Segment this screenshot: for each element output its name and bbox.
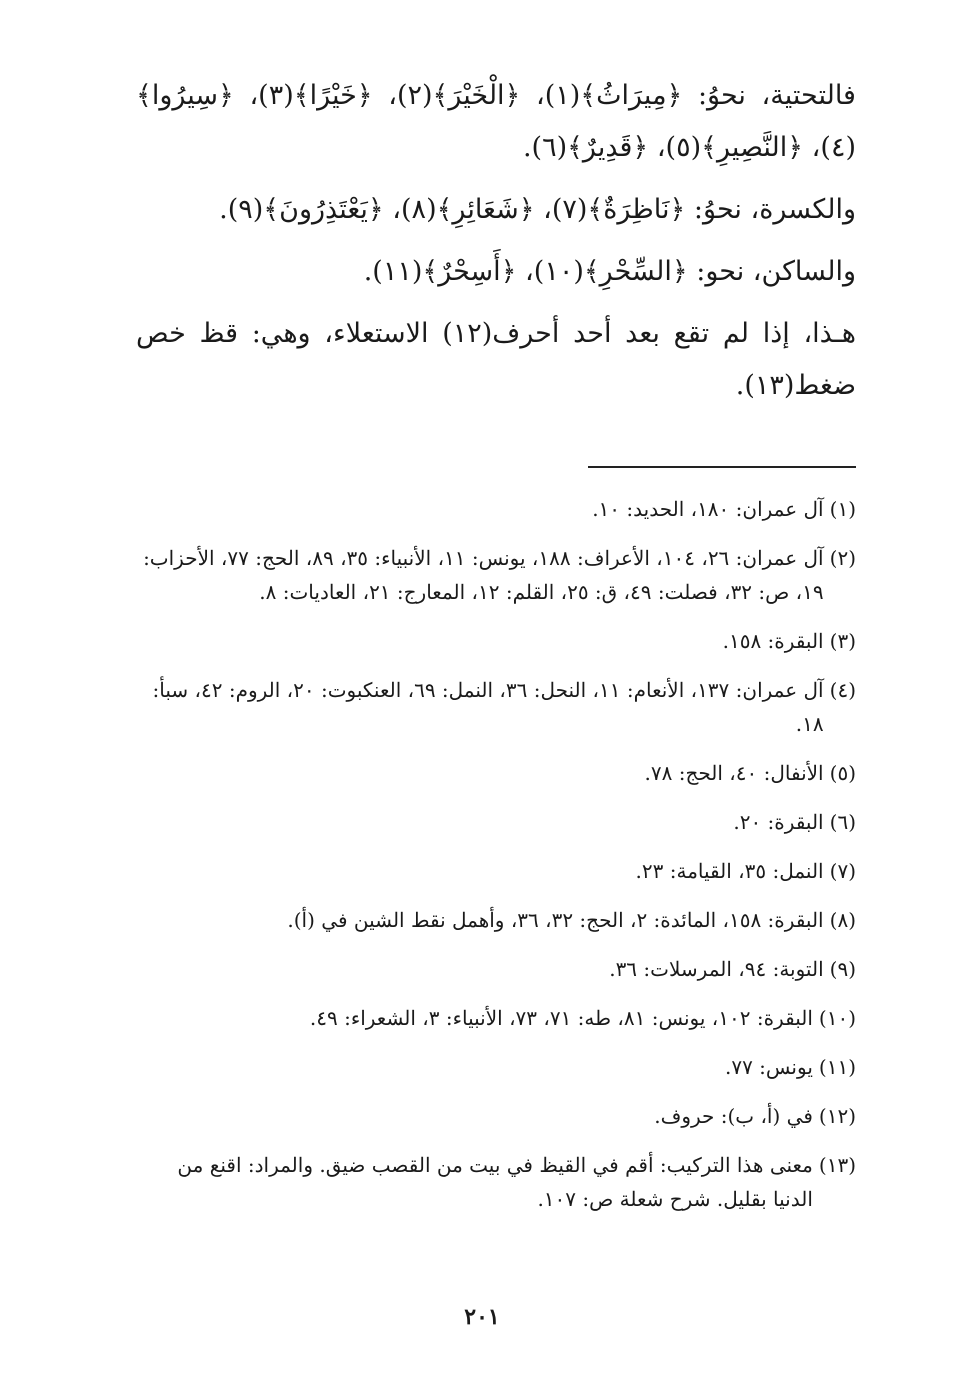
footnote-text: آل عمران: ٢٦، ١٠٤، الأعراف: ١٨٨، يونس: ١١، الأنبياء: ٣٥، ٨٩، الحج: ٧٧، الأحزاب: ١٩، ص: ٣٢، فصلت: ٤٩، ق: ٢٥، القلم: ١٢، المعارج: ٢١، العاديات: ٨. (143, 546, 824, 604)
footnote-text: البقرة: ٢٠. (733, 810, 824, 834)
footnote (136, 541, 856, 609)
footnote-text: البقرة: ١٠٢، يونس: ٨١، طه: ٧١، ٧٣، الأنبياء: ٣، الشعراء: ٤٩. (309, 1006, 813, 1030)
footnote (136, 492, 856, 526)
footnote-number: (٩) (829, 957, 856, 981)
footnote (136, 1001, 856, 1035)
footnote-text: الأنفال: ٤٠، الحج: ٧٨. (644, 761, 824, 785)
footnote (136, 952, 856, 986)
footnote-text: البقرة: ١٥٨. (722, 629, 824, 653)
footnote (136, 805, 856, 839)
footnote-text: البقرة: ١٥٨، المائدة: ٢، الحج: ٣٢، ٣٦، وأهمل نقط الشين في (أ). (287, 908, 824, 932)
footnote-number: (٦) (829, 810, 856, 834)
paragraph-sakin: والساكن، نحو: ﴿السِّحْرِ﴾(١٠)، ﴿أَسِحْرٌ﴾(١١). (363, 256, 856, 287)
footnote (136, 854, 856, 888)
footnote-number: (٤) (829, 678, 856, 702)
footnote-text: آل عمران: ١٨٠، الحديد: ١٠. (592, 497, 824, 521)
paragraph-tahtiya: فالتحتية، نحوُ: ﴿مِيرَاثُ﴾(١)، ﴿الْخَيْرَ﴾(٢)، ﴿خَيْرًا﴾(٣)، ﴿سِيرُوا﴾(٤)، ﴿النَّصِيرِ﴾(٥)، ﴿قَدِيرٌ﴾(٦). (136, 80, 856, 163)
footnote-separator (588, 466, 856, 468)
footnote-text: آل عمران: ١٣٧، الأنعام: ١١، النحل: ٣٦، النمل: ٦٩، العنكبوت: ٢٠، الروم: ٤٢، سبأ: ١٨. (152, 678, 824, 736)
footnote (136, 1148, 856, 1216)
footnote-number: (١٠) (818, 1006, 856, 1030)
footnote-text: النمل: ٣٥، القيامة: ٢٣. (635, 859, 824, 883)
footnote-number: (٨) (829, 908, 856, 932)
footnote-text: في (أ، ب): حروف. (654, 1104, 813, 1128)
footnote-number: (٥) (829, 761, 856, 785)
footnote (136, 1099, 856, 1133)
footnote (136, 624, 856, 658)
footnote-number: (٣) (829, 629, 856, 653)
paragraph-kasra: والكسرة، نحوُ: ﴿نَاظِرَةٌ﴾(٧)، ﴿شَعَائِرِ﴾(٨)، ﴿يَعْتَذِرُونَ﴾(٩). (219, 194, 856, 225)
footnote-number: (١١) (818, 1055, 856, 1079)
footnote-number: (١) (829, 497, 856, 521)
footnote (136, 756, 856, 790)
footnote-number: (٢) (829, 546, 856, 570)
footnote (136, 1050, 856, 1084)
footnote-text: التوبة: ٩٤، المرسلات: ٣٦. (609, 957, 824, 981)
footnote-number: (١٣) (818, 1153, 856, 1177)
footnote-text: معنى هذا التركيب: أقم في القيظ في بيت من القصب ضيق. والمراد: اقنع من الدنيا بقليل. شرح شعلة ص: ١٠٧. (177, 1153, 813, 1211)
page-number: ٢٠١ (464, 1304, 500, 1330)
footnote-number: (٧) (829, 859, 856, 883)
footnote-text: يونس: ٧٧. (724, 1055, 813, 1079)
footnote (136, 903, 856, 937)
footnote-number: (١٢) (818, 1104, 856, 1128)
footnotes (136, 492, 856, 1231)
main-text (136, 70, 856, 422)
footnote (136, 673, 856, 741)
paragraph-istila: هـذا، إذا لم تقع بعد أحد أحرف(١٢) الاستعلاء، وهي: قظ خص ضغط(١٣). (136, 318, 856, 401)
